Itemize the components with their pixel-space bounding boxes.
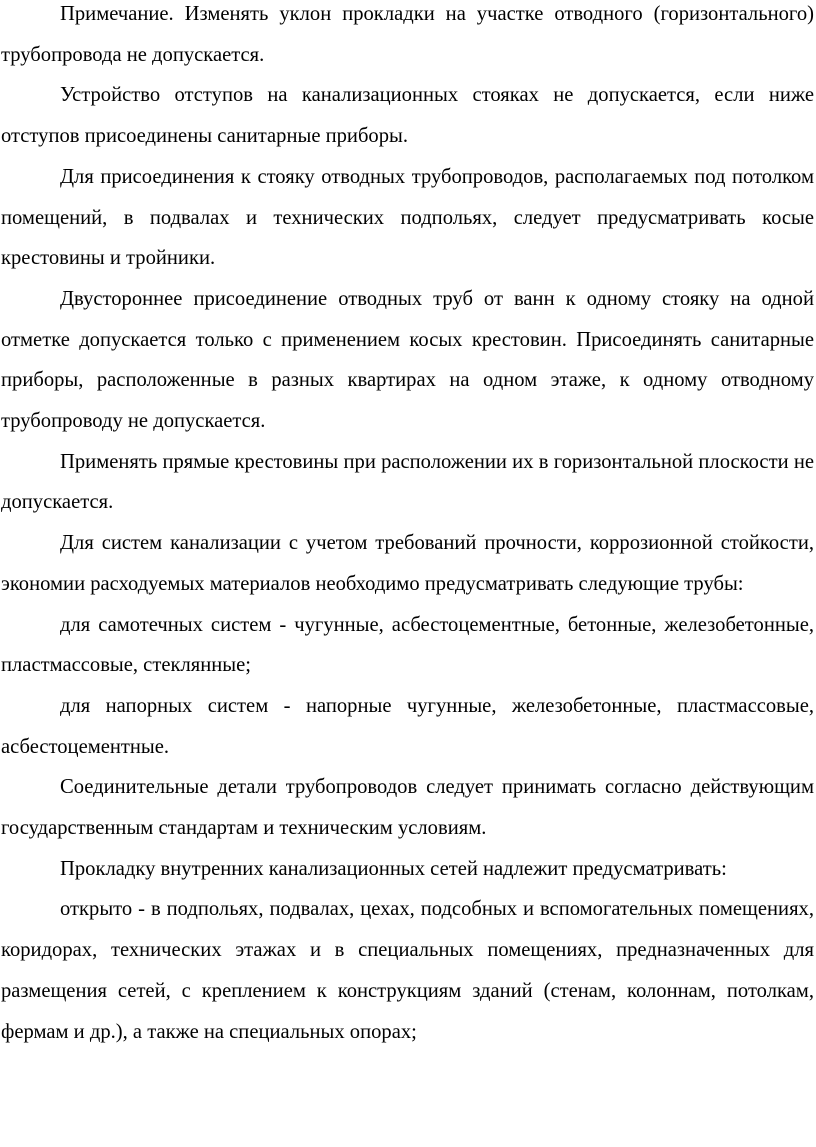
paragraph-pipe-materials: Для систем канализации с учетом требований прочности, коррозионной стойкости, экономии расходуемых материалов необходимо предусматривать следующие трубы:	[1, 532, 814, 595]
paragraph-pressure-systems: для напорных систем - напорные чугунные, железобетонные, пластмассовые, асбестоцементные.	[1, 694, 814, 758]
paragraph-offsets: Устройство отступов на канализационных стояках не допускается, если ниже отступов присоединены санитарные приборы.	[1, 84, 814, 148]
paragraph-bath-connection: Двустороннее присоединение отводных труб от ванн к одному стояку на одной отметке допускается только с применением косых крестовин. Присоединять санитарные приборы, расположенные в разных квартирах на одном этаже, к одному отводному трубопроводу не допускается.	[1, 287, 814, 433]
paragraph-open-laying: открыто - в подпольях, подвалах, цехах, подсобных и вспомогательных помещениях, коридорах, технических этажах и в специальных помещениях, предназначенных для размещения сетей, с креплением к конструкциям зданий (стенам, колоннам, потолкам, фермам и др.), а также на специальных опорах;	[1, 898, 814, 1043]
paragraph-straight-crosses: Применять прямые крестовины при расположении их в горизонтальной плоскости не допускается.	[1, 450, 814, 514]
paragraph-note-slope: Примечание. Изменять уклон прокладки на участке отводного (горизонтального) трубопровода не допускается.	[1, 3, 814, 66]
paragraph-gravity-systems: для самотечных систем - чугунные, асбестоцементные, бетонные, железобетонные, пластмассовые, стеклянные;	[1, 613, 814, 677]
paragraph-laying: Прокладку внутренних канализационных сетей надлежит предусматривать:	[60, 857, 727, 880]
paragraph-fittings: Соединительные детали трубопроводов следует принимать согласно действующим государственным стандартам и техническим условиям.	[1, 776, 814, 840]
paragraph-branch-connection: Для присоединения к стояку отводных трубопроводов, располагаемых под потолком помещений, в подвалах и технических подпольях, следует предусматривать косые крестовины и тройники.	[1, 165, 814, 270]
